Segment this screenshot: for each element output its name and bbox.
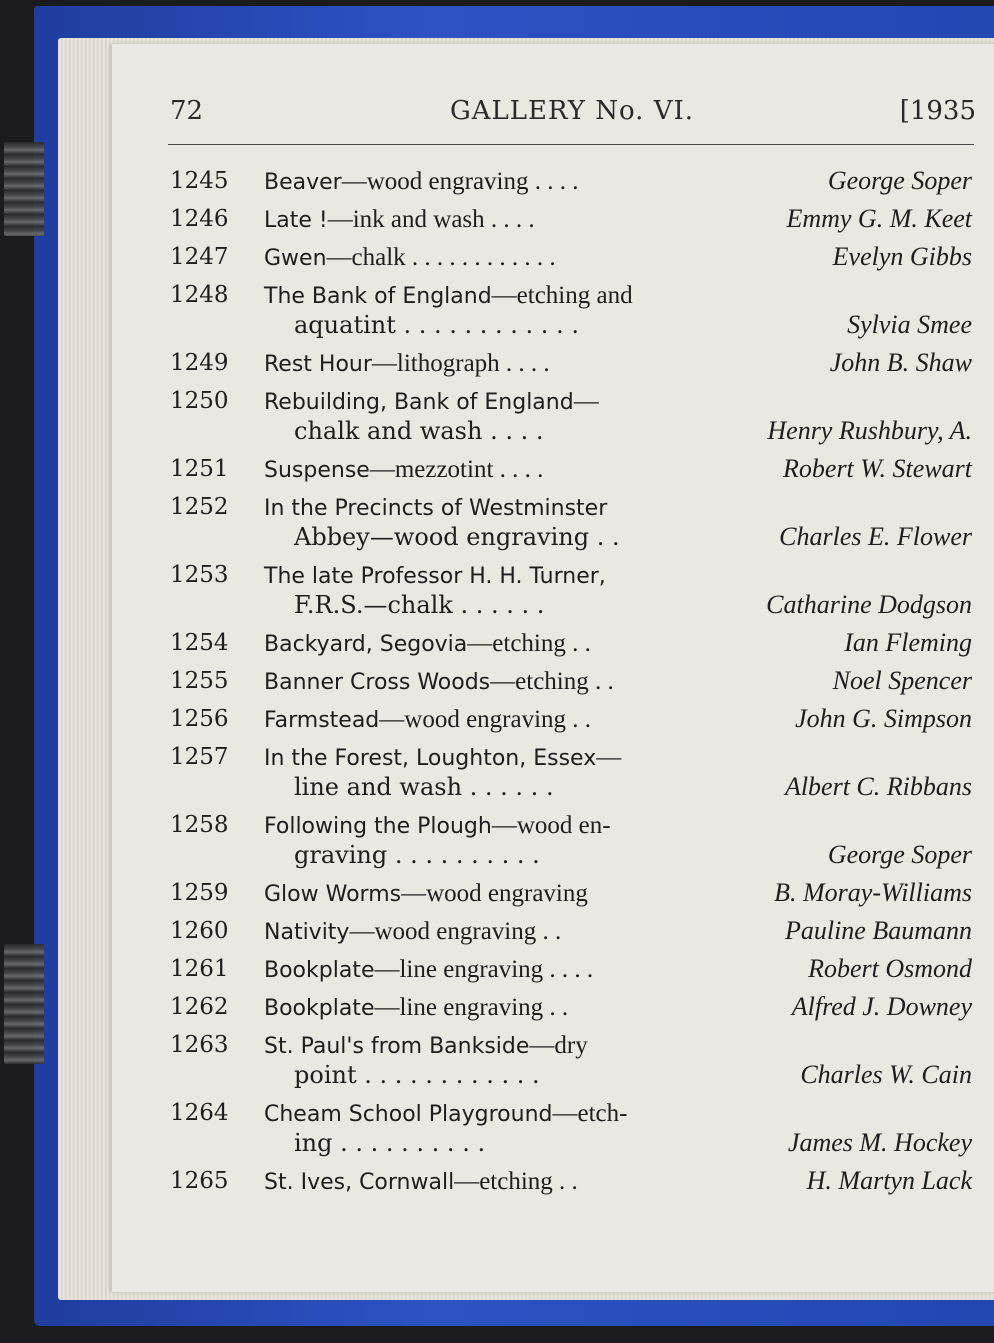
catalogue-entry xyxy=(168,878,974,916)
entry-continuation: Abbey—wood engraving . . xyxy=(294,523,620,551)
catalogue-number: 1257 xyxy=(170,744,229,770)
work-medium: —wood engraving . . xyxy=(379,706,592,733)
artist-name: Noel Spencer xyxy=(832,666,972,695)
artist-name: B. Moray-Williams xyxy=(774,878,972,907)
entry-description xyxy=(264,348,550,380)
work-medium: —dry xyxy=(529,1032,588,1059)
entry-description xyxy=(264,1166,578,1198)
entry-description xyxy=(264,1030,588,1062)
entry-line xyxy=(168,916,974,946)
catalogue-number: 1249 xyxy=(170,350,229,376)
catalogue-entry xyxy=(168,1030,974,1098)
artist-name: Evelyn Gibbs xyxy=(832,242,972,271)
work-title: Backyard, Segovia xyxy=(264,632,468,657)
work-title: Bookplate xyxy=(264,996,375,1021)
gallery-title: GALLERY No. VI. xyxy=(449,96,695,126)
catalogue-entry xyxy=(168,916,974,954)
artist-name: Ian Fleming xyxy=(844,628,972,657)
work-title: St. Paul's from Bankside xyxy=(264,1034,530,1059)
entry-continuation: ing . . . . . . . . . . xyxy=(294,1129,486,1157)
catalogue-entry xyxy=(168,954,974,992)
catalogue-number: 1265 xyxy=(170,1168,229,1194)
work-medium: —etch- xyxy=(552,1100,628,1127)
work-title: In the Precincts of Westminster xyxy=(264,496,608,521)
catalogue-entry xyxy=(168,166,974,204)
entry-description xyxy=(264,204,535,236)
artist-name: Alfred J. Downey xyxy=(791,992,972,1021)
entry-line xyxy=(168,1166,974,1196)
artist-name: Charles W. Cain xyxy=(800,1060,972,1089)
work-medium: — xyxy=(573,388,599,415)
entry-continuation-line xyxy=(168,522,974,552)
entry-line xyxy=(168,992,974,1022)
entry-description xyxy=(264,386,599,418)
work-title: Beaver xyxy=(264,170,342,195)
binding-tab-top xyxy=(4,142,44,236)
artist-name: Catharine Dodgson xyxy=(766,590,972,619)
work-medium: —etching . . xyxy=(490,668,614,695)
entry-description xyxy=(264,280,633,312)
entry-description xyxy=(264,742,621,774)
entry-line xyxy=(168,204,974,234)
work-medium: —wood en- xyxy=(491,812,611,839)
entry-description xyxy=(264,560,606,592)
entry-line xyxy=(168,810,974,840)
catalogue-entry xyxy=(168,386,974,454)
page-number: 72 xyxy=(170,96,204,126)
artist-name: Sylvia Smee xyxy=(847,310,972,339)
work-title: Rest Hour xyxy=(264,352,372,377)
work-title: The Bank of England xyxy=(264,284,492,309)
catalogue-number: 1251 xyxy=(170,456,229,482)
catalogue-number: 1258 xyxy=(170,812,229,838)
catalogue-number: 1254 xyxy=(170,630,229,656)
running-header xyxy=(168,96,976,136)
catalogue-number: 1264 xyxy=(170,1100,229,1126)
entry-line xyxy=(168,348,974,378)
work-medium: —wood engraving . . xyxy=(349,918,562,945)
artist-name: James M. Hockey xyxy=(787,1128,972,1157)
catalogue-number: 1262 xyxy=(170,994,229,1020)
work-medium: —wood engraving xyxy=(401,880,588,907)
catalogue-entry xyxy=(168,242,974,280)
catalogue-entry xyxy=(168,492,974,560)
work-medium: —line engraving . . . . xyxy=(374,956,594,983)
entry-continuation: line and wash . . . . . . xyxy=(294,773,554,801)
entry-line xyxy=(168,1098,974,1128)
entry-line xyxy=(168,1030,974,1060)
entry-description xyxy=(264,810,611,842)
work-title: Glow Worms xyxy=(264,882,402,907)
year-marker: [1935 xyxy=(899,96,976,126)
entry-line xyxy=(168,560,974,590)
entry-description xyxy=(264,242,556,274)
entry-continuation: graving . . . . . . . . . . xyxy=(294,841,540,869)
catalogue-entry xyxy=(168,280,974,348)
work-title: Following the Plough xyxy=(264,814,492,839)
entry-line xyxy=(168,954,974,984)
work-title: Rebuilding, Bank of England xyxy=(264,390,574,415)
artist-name: George Soper xyxy=(827,166,972,195)
work-medium: —wood engraving . . . . xyxy=(341,168,579,195)
entry-continuation-line xyxy=(168,310,974,340)
entry-description xyxy=(264,166,579,198)
entry-line xyxy=(168,242,974,272)
work-medium: — xyxy=(596,744,622,771)
artist-name: George Soper xyxy=(827,840,972,869)
header-rule xyxy=(168,144,974,145)
artist-name: Charles E. Flower xyxy=(779,522,972,551)
entry-line xyxy=(168,492,974,522)
artist-name: Albert C. Ribbans xyxy=(784,772,972,801)
work-medium: —chalk . . . . . . . . . . . . xyxy=(326,244,556,271)
artist-name: John G. Simpson xyxy=(795,704,972,733)
artist-name: Pauline Baumann xyxy=(784,916,972,945)
entry-description xyxy=(264,878,588,910)
artist-name: Robert W. Stewart xyxy=(783,454,972,483)
work-medium: —etching and xyxy=(491,282,633,309)
work-title: Banner Cross Woods xyxy=(264,670,491,695)
entry-description xyxy=(264,992,568,1024)
entry-continuation: point . . . . . . . . . . . . xyxy=(294,1061,540,1089)
entry-description xyxy=(264,492,607,524)
catalogue-entry xyxy=(168,1098,974,1166)
entry-description xyxy=(264,954,593,986)
catalogue-number: 1248 xyxy=(170,282,229,308)
artist-name: Henry Rushbury, A. xyxy=(767,416,972,445)
entry-line xyxy=(168,666,974,696)
entry-continuation: aquatint . . . . . . . . . . . . xyxy=(294,311,579,339)
entry-continuation: F.R.S.—chalk . . . . . . xyxy=(294,591,545,619)
entry-continuation: chalk and wash . . . . xyxy=(294,417,544,445)
entry-description xyxy=(264,1098,627,1130)
entry-line xyxy=(168,166,974,196)
work-title: In the Forest, Loughton, Essex xyxy=(264,746,597,771)
catalogue-number: 1261 xyxy=(170,956,229,982)
entry-continuation-line xyxy=(168,590,974,620)
artist-name: John B. Shaw xyxy=(829,348,972,377)
entry-description xyxy=(264,704,591,736)
binding-tab-bottom xyxy=(4,944,44,1064)
catalogue-number: 1245 xyxy=(170,168,229,194)
entry-line xyxy=(168,628,974,658)
work-title: St. Ives, Cornwall xyxy=(264,1170,455,1195)
entry-description xyxy=(264,454,543,486)
catalogue-entry xyxy=(168,204,974,242)
work-medium: —ink and wash . . . . xyxy=(327,206,535,233)
artist-name: H. Martyn Lack xyxy=(806,1166,972,1195)
catalogue-entry xyxy=(168,704,974,742)
entry-continuation-line xyxy=(168,772,974,802)
work-title: Cheam School Playground xyxy=(264,1102,553,1127)
work-medium: —line engraving . . xyxy=(374,994,569,1021)
entry-continuation-line xyxy=(168,1060,974,1090)
entry-line xyxy=(168,454,974,484)
catalogue-number: 1259 xyxy=(170,880,229,906)
work-title: Bookplate xyxy=(264,958,375,983)
artist-name: Robert Osmond xyxy=(808,954,972,983)
entry-line xyxy=(168,386,974,416)
entry-description xyxy=(264,628,591,660)
work-medium: —etching . . xyxy=(467,630,591,657)
catalogue-number: 1250 xyxy=(170,388,229,414)
catalogue-entry xyxy=(168,628,974,666)
entry-line xyxy=(168,878,974,908)
entry-line xyxy=(168,742,974,772)
catalogue-number: 1247 xyxy=(170,244,229,270)
entry-continuation-line xyxy=(168,1128,974,1158)
catalogue-number: 1260 xyxy=(170,918,229,944)
work-title: The late Professor H. H. Turner, xyxy=(264,564,606,589)
catalogue-number: 1256 xyxy=(170,706,229,732)
work-title: Nativity xyxy=(264,920,350,945)
artist-name: Emmy G. M. Keet xyxy=(786,204,972,233)
catalogue-entry xyxy=(168,560,974,628)
entry-continuation-line xyxy=(168,416,974,446)
catalogue-entry xyxy=(168,742,974,810)
catalogue-number: 1255 xyxy=(170,668,229,694)
catalogue-number: 1253 xyxy=(170,562,229,588)
work-medium: —etching . . xyxy=(454,1168,578,1195)
entry-continuation-line xyxy=(168,840,974,870)
catalogue-entry xyxy=(168,1166,974,1204)
work-title: Suspense xyxy=(264,458,370,483)
work-medium: —lithograph . . . . xyxy=(371,350,550,377)
catalogue-list xyxy=(168,166,974,1204)
catalogue-number: 1246 xyxy=(170,206,229,232)
catalogue-entry xyxy=(168,348,974,386)
catalogue-number: 1263 xyxy=(170,1032,229,1058)
catalogue-entry xyxy=(168,454,974,492)
work-medium: —mezzotint . . . . xyxy=(369,456,544,483)
work-title: Gwen xyxy=(264,246,327,271)
work-title: Late ! xyxy=(264,208,328,233)
entry-line xyxy=(168,704,974,734)
catalogue-entry xyxy=(168,810,974,878)
catalogue-entry xyxy=(168,666,974,704)
catalogue-entry xyxy=(168,992,974,1030)
entry-description xyxy=(264,666,614,698)
entry-description xyxy=(264,916,561,948)
catalogue-number: 1252 xyxy=(170,494,229,520)
entry-line xyxy=(168,280,974,310)
work-title: Farmstead xyxy=(264,708,380,733)
